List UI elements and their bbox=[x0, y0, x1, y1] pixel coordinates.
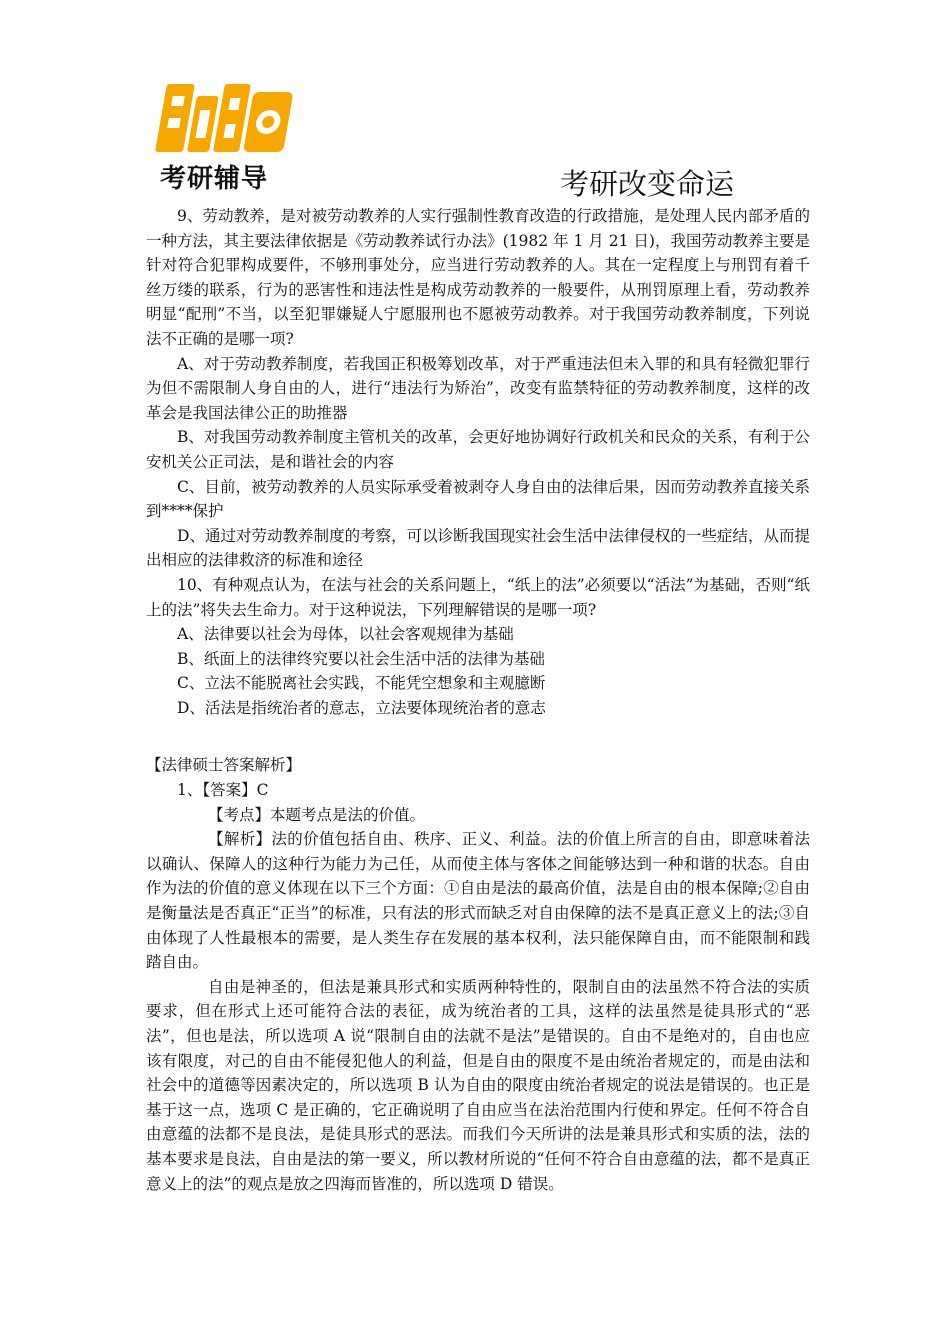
question-10-option-a: A、法律要以社会为母体，以社会客观规律为基础 bbox=[177, 625, 514, 644]
question-10-option-d: D、活法是指统治者的意志，立法要体现统治者的意志 bbox=[177, 698, 546, 717]
answer-section-heading: 【法律硕士答案解析】 bbox=[146, 756, 302, 775]
slogan: 考研改变命运 bbox=[560, 167, 735, 201]
question-10-option-b: B、纸面上的法律终究要以社会生活中活的法律为基础 bbox=[177, 649, 545, 668]
logo-caption: 考研辅导 bbox=[160, 164, 269, 194]
answer-1-kaodian: 【考点】本题考点是法的价值。 bbox=[208, 805, 426, 824]
answer-1-analysis-paragraph: 自由是神圣的，但法是兼具形式和实质两种特性的，限制自由的法虽然不符合法的实质要求，但在形式上还可能符合法的表征，成为统治者的工具，这样的法虽然是徒具形式的“恶法”，但也是法，所以选项 A 说“限制自由的法就不是法”是错误的。自由不是绝对的，自由也应该有限度，对己的自由不能侵犯他人的利益，但是自由的限度不是由统治者规定的，而是由法和社会中的道德等因素决定的，所以选项 B 认为自由的限度由统治者规定的说法是错误的。也正是基于这一点，选项 C 是正确的，它正确说明了自由应当在法治范围内行使和界定。任何不符合自由意蕴的法都不是良法，是徒具形式的恶法。而我们今天所讲的法是兼具形式和实质的法，法的基本要求是良法，自由是法的第一要义，所以教材所说的“任何不符合自由意蕴的法，都不是真正意义上的法”的观点是放之四海而皆准的，所以选项 D 错误。 bbox=[146, 977, 810, 1193]
answer-1-jiexi: 【解析】法的价值包括自由、秩序、正义、利益。法的价值上所言的自由，即意味着法以确认、保障人的这种行为能力为己任，从而使主体与客体之间能够达到一种和谐的状态。自由作为法的价值的意义体现在以下三个方面：①自由是法的最高价值，法是自由的根本保障;②自由是衡量法是否真正“正当”的标准，只有法的形式而缺乏对自由保障的法不是真正意义上的法;③自由体现了人性最根本的需要，是人类生存在发展的基本权利，法只能保障自由，而不能限制和践踏自由。 bbox=[146, 830, 810, 972]
section-gap bbox=[146, 720, 810, 753]
question-9-option-b: B、对我国劳动教养制度主管机关的改革，会更好地协调好行政机关和民众的关系，有利于公安机关公正司法，是和谐社会的内容 bbox=[146, 428, 810, 471]
question-9-stem: 9、劳动教养，是对被劳动教养的人实行强制性教育改造的行政措施，是处理人民内部矛盾的一种方法，其主要法律依据是《劳动教养试行办法》(1982 年 1 月 21 日)，我国劳动教养主要是针对符合犯罪构成要件，不够刑事处分，应当进行劳动教养的人。其在一定程度上与刑罚有着千丝万缕的联系，行为的恶害性和违法性是构成劳动教养的一般要件，从刑罚原理上看，劳动教养明显“配刑”不当，以至犯罪嫌疑人宁愿服刑也不愿被劳动教养。对于我国劳动教养制度，下列说法不正确的是哪一项? bbox=[146, 207, 810, 348]
document-body bbox=[146, 204, 810, 1196]
question-9-option-d: D、通过对劳动教养制度的考察，可以诊断我国现实社会生活中法律侵权的一些症结，从而提出相应的法律救济的标准和途径 bbox=[146, 526, 810, 570]
logo-mark-icon bbox=[150, 78, 300, 160]
question-10-stem: 10、有种观点认为，在法与社会的关系问题上，“纸上的法”必须要以“活法”为基础，否则“纸上的法”将失去生命力。对于这种说法，下列理解错误的是哪一项? bbox=[146, 575, 810, 619]
question-9-option-a: A、对于劳动教养制度，若我国正积极筹划改革，对于严重违法但未入罪的和具有轻微犯罪行为但不需限制人身自由的人，进行“违法行为矫治”，改变有监禁特征的劳动教养制度，这样的改革会是我国法律公正的助推器 bbox=[146, 354, 810, 422]
question-10-option-c: C、立法不能脱离社会实践，不能凭空想象和主观臆断 bbox=[177, 674, 546, 693]
question-9-option-c: C、目前，被劳动教养的人员实际承受着被剥夺人身自由的法律后果，因而劳动教养直接关系到****保护 bbox=[146, 477, 810, 521]
answer-1: 1、【答案】C bbox=[177, 781, 269, 800]
